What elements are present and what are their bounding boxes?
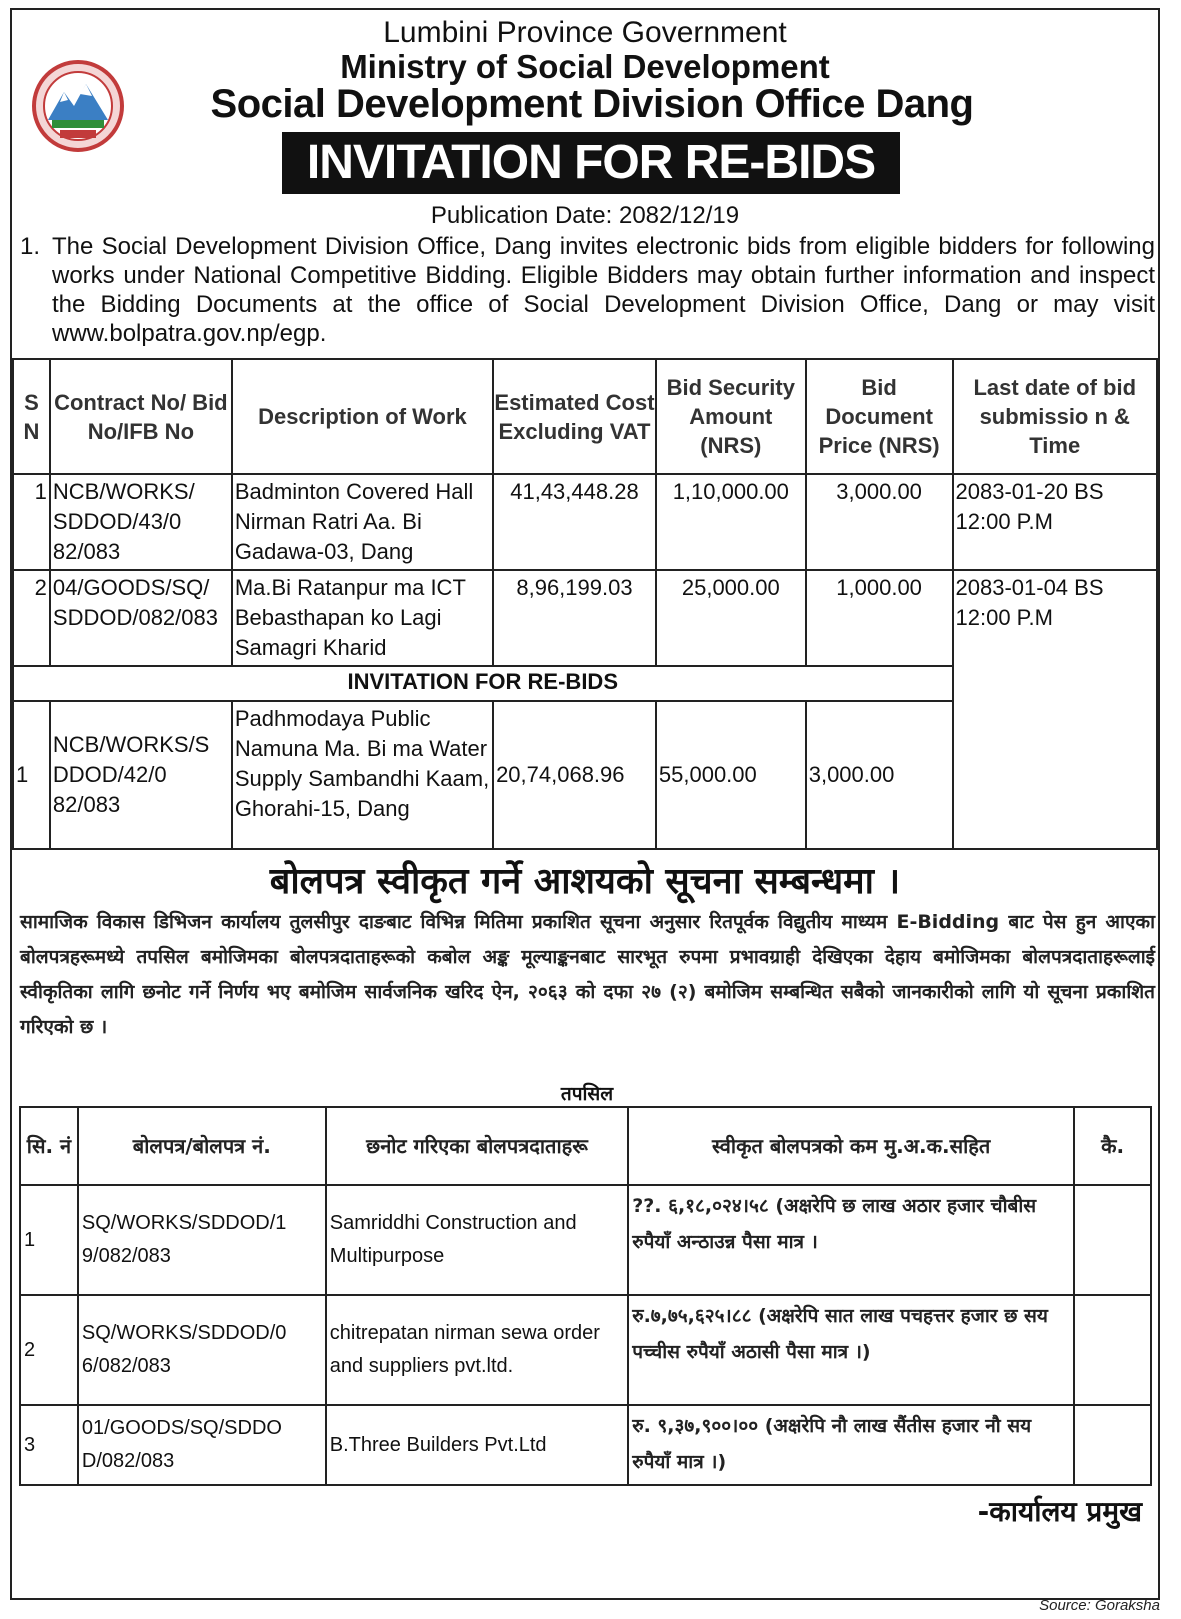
award-header-bid-no: बोलपत्र/बोलपत्र नं. (78, 1107, 326, 1185)
row-description: Ma.Bi Ratanpur ma ICT Bebasthapan ko Lagi Samagri Kharid (232, 570, 493, 666)
header-description: Description of Work (232, 359, 493, 474)
row-cost: 8,96,199.03 (493, 570, 656, 666)
award-row-sn: 2 (20, 1295, 78, 1405)
award-row-amount: रु. ९,३७,९००।०० (अक्षरेपि नौ लाख सैंतीस हजार नौ सय रुपैयाँ मात्र ।) (628, 1405, 1074, 1485)
award-header-sn: सि. नं (20, 1107, 78, 1185)
intro-number: 1. (20, 233, 41, 260)
award-row-bid-no: SQ/WORKS/SDDOD/1 9/082/083 (78, 1185, 326, 1295)
award-row-bid-no: SQ/WORKS/SDDOD/0 6/082/083 (78, 1295, 326, 1405)
province-government-heading: Lumbini Province Government (383, 16, 787, 49)
row-price: 1,000.00 (806, 570, 953, 666)
row-security: 1,10,000.00 (656, 474, 806, 570)
award-row-sn: 1 (20, 1185, 78, 1295)
header-sn: S N (13, 359, 50, 474)
award-row-bidder: chitrepatan nirman sewa order and suppliers pvt.ltd. (326, 1295, 628, 1405)
header-security: Bid Security Amount (NRS) (656, 359, 806, 474)
bids-table (12, 358, 1158, 850)
award-header-bidder: छनोट गरिएका बोलपत्रदाताहरू (326, 1107, 628, 1185)
row-contract: NCB/WORKS/ SDDOD/43/0 82/083 (50, 474, 232, 570)
row-cost: 41,43,448.28 (493, 474, 656, 570)
award-table (19, 1106, 1152, 1486)
office-heading: Social Development Division Office Dang (210, 82, 974, 126)
schedule-label: तपसिल (560, 1083, 614, 1105)
award-row-remarks (1074, 1295, 1151, 1405)
header-deadline: Last date of bid submissio n & Time (953, 359, 1158, 474)
table-row (20, 1295, 1151, 1405)
award-row-remarks (1074, 1405, 1151, 1485)
rebid-row-sn: 1 (13, 701, 50, 849)
award-row-sn: 3 (20, 1405, 78, 1485)
rebid-row-price: 3,000.00 (806, 701, 953, 849)
notice-header (12, 10, 1158, 205)
rebid-row-security: 55,000.00 (656, 701, 806, 849)
row-deadline: 2083-01-04 BS 12:00 P.M (953, 570, 1158, 849)
header-cost: Estimated Cost Excluding VAT (493, 359, 656, 474)
award-header-row (20, 1107, 1151, 1185)
source-credit: Source: Goraksha (1039, 1597, 1160, 1614)
award-row-amount: ??. ६,१८,०२४।५८ (अक्षरेपि छ लाख अठार हजार चौबीस रुपैयाँ अन्ठाउन्न पैसा मात्र । (628, 1185, 1074, 1295)
row-sn: 2 (13, 570, 50, 666)
notice-title: बोलपत्र स्वीकृत गर्ने आशयको सूचना सम्बन्धमा । (269, 861, 901, 902)
award-row-remarks (1074, 1185, 1151, 1295)
row-deadline: 2083-01-20 BS 12:00 P.M (953, 474, 1158, 570)
award-row-amount: रु.७,७५,६२५।८८ (अक्षरेपि सात लाख पचहत्तर हजार छ सय पच्चीस रुपैयाँ अठासी पैसा मात्र ।) (628, 1295, 1074, 1405)
row-description: Badminton Covered Hall Nirman Ratri Aa. Bi Gadawa-03, Dang (232, 474, 493, 570)
row-price: 3,000.00 (806, 474, 953, 570)
row-sn: 1 (13, 474, 50, 570)
intro-text: The Social Development Division Office, Dang invites electronic bids from eligible bidders for following works under National Competitive Bidding. Eligible Bidders may obtain further information and inspect the Bidding Documents at the office of Social Development Division Office, Dang or may visit www.bolpatra.gov.np/egp. (52, 233, 1155, 347)
table-row (20, 1185, 1151, 1295)
header-price: Bid Document Price (NRS) (806, 359, 953, 474)
notice-page (10, 8, 1160, 1600)
award-header-amount: स्वीकृत बोलपत्रको कम मु.अ.क.सहित (628, 1107, 1074, 1185)
rebid-row-description: Padhmodaya Public Namuna Ma. Bi ma Water Supply Sambandhi Kaam, Ghorahi-15, Dang (232, 701, 493, 849)
award-row-bid-no: 01/GOODS/SQ/SDDO D/082/083 (78, 1405, 326, 1485)
rebid-row-contract: NCB/WORKS/S DDOD/42/0 82/083 (50, 701, 232, 849)
row-contract: 04/GOODS/SQ/ SDDOD/082/083 (50, 570, 232, 666)
table-row (13, 474, 1157, 570)
bids-header-row (13, 359, 1157, 474)
rebid-row-cost: 20,74,068.96 (493, 701, 656, 849)
header-contract: Contract No/ Bid No/IFB No (50, 359, 232, 474)
row-security: 25,000.00 (656, 570, 806, 666)
award-row-bidder: B.Three Builders Pvt.Ltd (326, 1405, 628, 1485)
publication-date: Publication Date: 2082/12/19 (430, 202, 740, 229)
award-row-bidder: Samriddhi Construction and Multipurpose (326, 1185, 628, 1295)
intro-paragraph (20, 232, 1155, 348)
ministry-heading: Ministry of Social Development (340, 48, 830, 85)
rebid-banner: INVITATION FOR RE-BIDS (282, 132, 900, 194)
table-row (13, 570, 1157, 666)
table-row (20, 1405, 1151, 1485)
office-chief-signature: -कार्यालय प्रमुख (977, 1495, 1142, 1528)
award-header-remarks: कै. (1074, 1107, 1151, 1185)
rebid-subheading: INVITATION FOR RE-BIDS (13, 666, 953, 701)
notice-paragraph: सामाजिक विकास डिभिजन कार्यालय तुलसीपुर दाङबाट विभिन्न मितिमा प्रकाशित सूचना अनुसार रितपूर्वक विद्युतीय माध्यम E-Bidding बाट पेस हुन आएका बोलपत्रहरूमध्ये तपसिल बमोजिमका बोलपत्रदाताहरूको कबोल अङ्क मूल्याङ्कनबाट सारभूत रुपमा प्रभावग्राही देखिएका देहाय बमोजिमका बोलपत्रदाताहरूलाई स्वीकृतिका लागि छनोट गर्ने निर्णय भए बमोजिम सार्वजनिक खरिद ऐन, २०६३ को दफा २७ (२) बमोजिम सम्बन्धित सबैको जानकारीको लागि यो सूचना प्रकाशित गरिएको छ । (20, 911, 1155, 1038)
